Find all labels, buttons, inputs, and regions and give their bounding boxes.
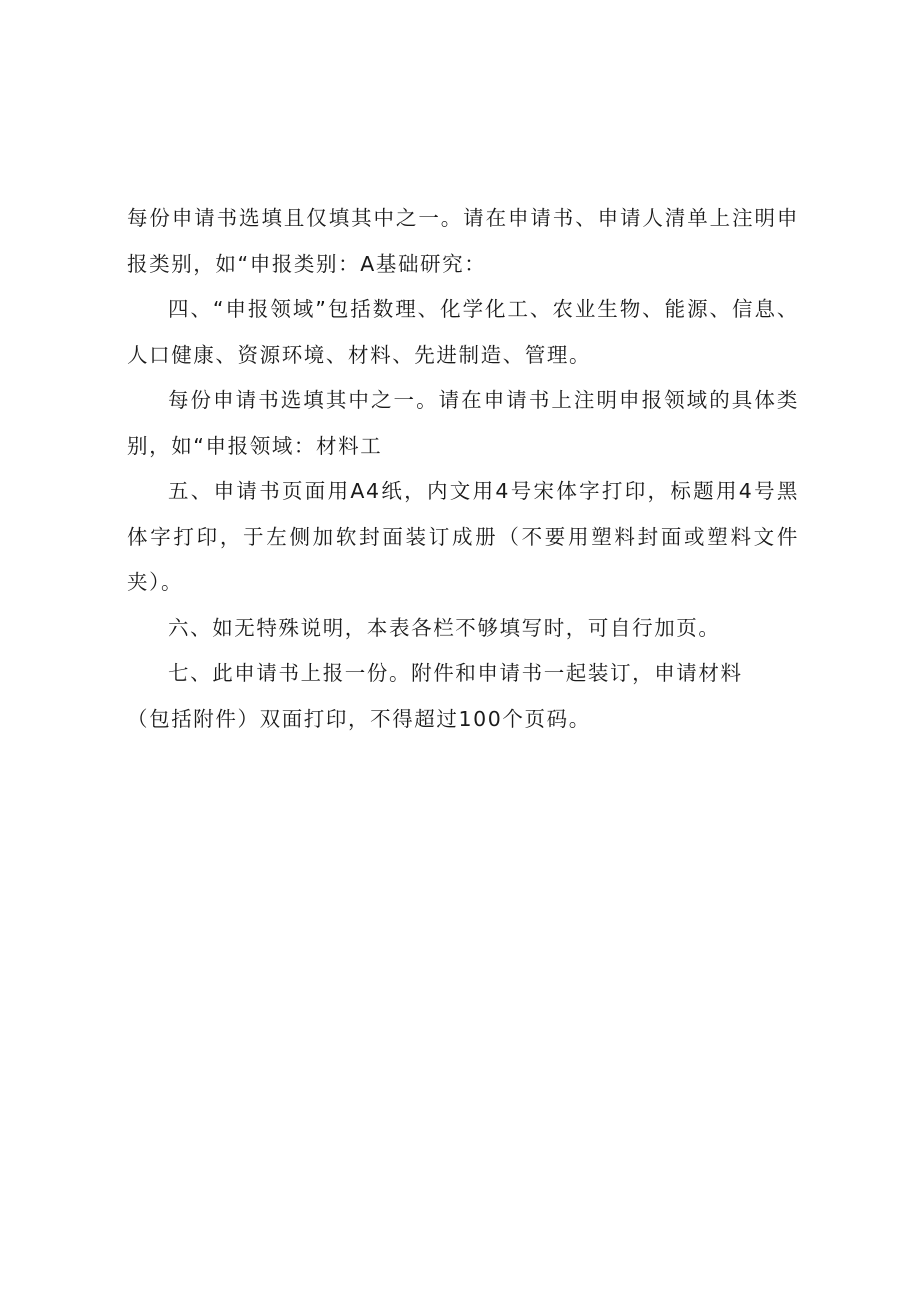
paragraph-field-note: 每份申请书选填其中之一。请在申请书上注明申报领域的具体类别，如“申报领域：材料工	[127, 388, 799, 458]
paragraph-item-7-line1: 七、此申请书上报一份。附件和申请书一起装订，申请材料	[168, 661, 743, 685]
paragraph-item-4: 四、“申报领域”包括数理、化学化工、农业生物、能源、信息、人口健康、资源环境、材料、先进制造、管理。	[127, 297, 799, 367]
paragraph-item-7-line2: （包括附件）双面打印，不得超过100个页码。	[127, 706, 591, 731]
paragraph-item-5: 五、申请书页面用A4纸，内文用4号宋体字打印，标题用4号黑体字打印，于左侧加软封面装订成册（不要用塑料封面或塑料文件夹）。	[127, 479, 799, 594]
paragraph-category-note: 每份申请书选填且仅填其中之一。请在申请书、申请人清单上注明申报类别，如“申报类别：A基础研究：	[127, 206, 799, 276]
paragraph-item-6: 六、如无特殊说明，本表各栏不够填写时，可自行加页。	[168, 615, 721, 640]
document-body	[127, 196, 799, 742]
